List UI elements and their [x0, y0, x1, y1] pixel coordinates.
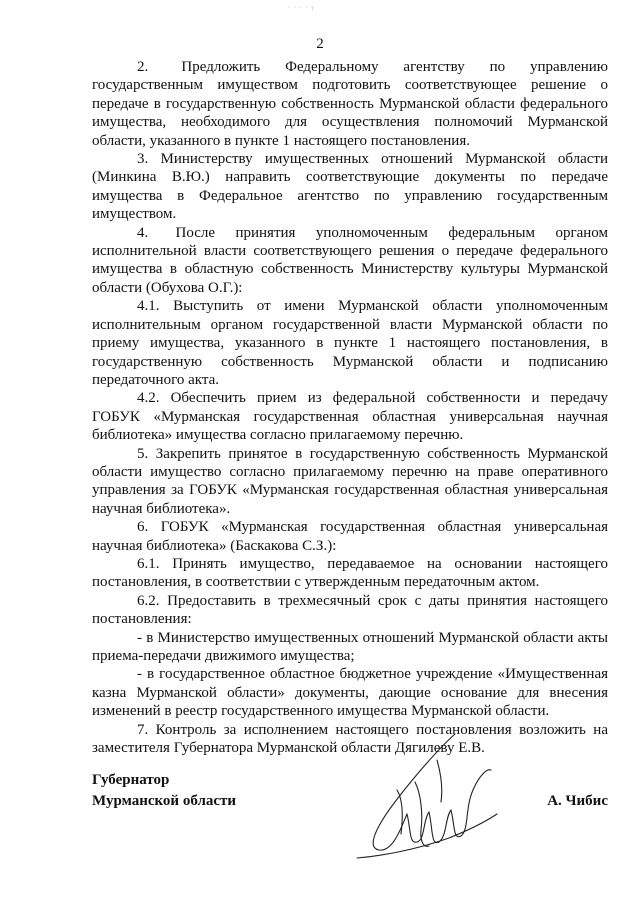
- paragraph-4: 4. После принятия уполномоченным федеральным органом исполнительной власти соответствующего решения о передаче федерального имущества в областную собственность Министерству культуры Мурманской области (Обухова О.Г.):: [92, 224, 608, 296]
- paragraph-3: 3. Министерству имущественных отношений Мурманской области (Минкина В.Ю.) направить соответствующие документы по передаче имущества в Федеральное агентство по управлению государственным имуществом.: [92, 151, 608, 223]
- signer-name: А. Чибис: [547, 793, 608, 809]
- scan-mark: ו ׳ ׳ ׳ ׳: [288, 4, 315, 13]
- paragraph-4-2: 4.2. Обеспечить прием из федеральной собственности и передачу ГОБУК «Мурманская государственная областная универсальная научная библиотека» имущества согласно прилагаемому перечню.: [92, 390, 608, 444]
- paragraph-5: 5. Закрепить принятое в государственную собственность Мурманской области имущество согласно прилагаемому перечню на праве оперативного управления за ГОБУК «Мурманская государственная областная универсальная научная библиотека».: [92, 445, 608, 517]
- document-body: [92, 58, 608, 757]
- paragraph-7: 7. Контроль за исполнением настоящего постановления возложить на заместителя Губернатора Мурманской области Дягилеву Е.В.: [92, 721, 608, 757]
- paragraph-6: 6. ГОБУК «Мурманская государственная областная универсальная научная библиотека» (Баскакова С.З.):: [92, 519, 608, 554]
- paragraph-6-2-item-2: - в государственное областное бюджетное учреждение «Имущественная казна Мурманской области» документы, дающие основание для внесения изменений в реестр государственного имущества Мурманской области.: [92, 666, 608, 720]
- handwritten-signature: [337, 730, 507, 870]
- paragraph-6-2-item-1: - в Министерство имущественных отношений Мурманской области акты приема-передачи движимого имущества;: [92, 629, 608, 664]
- signer-title: [92, 770, 236, 812]
- signer-title-line-1: Губернатор: [92, 772, 170, 788]
- signature-block: [92, 770, 608, 870]
- paragraph-2: 2. Предложить Федеральному агентству по управлению государственным имуществом подготовить соответствующее решение о передаче в государственную собственность Мурманской области федерального имущества, необходимого для осуществления полномочий Мурманской области, указанного в пункте 1 настоящего постановления.: [92, 59, 608, 149]
- signer-title-line-2: Мурманской области: [92, 793, 237, 809]
- paragraph-6-2: 6.2. Предоставить в трехмесячный срок с даты принятия настоящего постановления:: [92, 592, 608, 628]
- paragraph-4-1: 4.1. Выступить от имени Мурманской области уполномоченным исполнительным органом государственной власти Мурманской области по приему имущества, указанного в пункте 1 настоящего постановления, в государственную собственность Мурманской области и подписанию передаточного акта.: [92, 298, 608, 388]
- page-number: 2: [316, 36, 324, 52]
- paragraph-6-1: 6.1. Принять имущество, передаваемое на основании настоящего постановления, в соответствии с утвержденным передаточным актом.: [92, 555, 608, 591]
